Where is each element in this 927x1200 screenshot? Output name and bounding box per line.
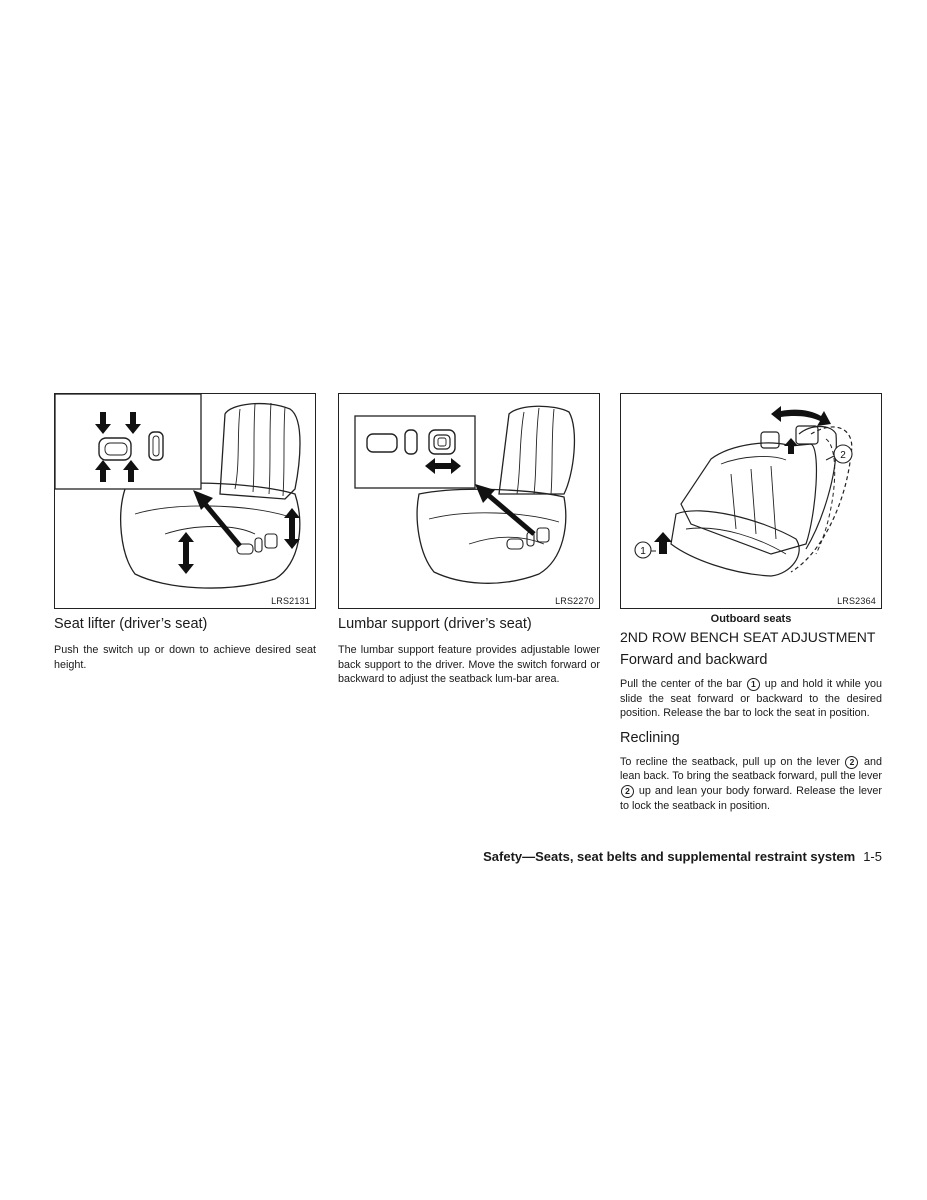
column-lumbar-support	[338, 393, 600, 687]
page-footer	[420, 849, 882, 865]
footer-section-title: Safety—Seats, seat belts and supplemental restraint system	[483, 849, 856, 864]
main-heading: 2ND ROW BENCH SEAT ADJUSTMENT	[620, 629, 876, 645]
callout-number: 1	[747, 678, 760, 691]
text-segment: To recline the seatback, pull up on the lever	[620, 755, 840, 768]
page-number: 1-5	[863, 849, 882, 864]
body-paragraph: The lumbar support feature provides adjustable lower back support to the driver. Move the switch forward or backward to adjust the seatback lum-bar area.	[338, 644, 600, 686]
outboard-seats-illustration	[620, 393, 882, 609]
callout-2-label: 2	[840, 450, 846, 461]
lumbar-support-drawing	[339, 394, 600, 609]
text-segment: and lean back. To bring the seatback forward, pull the lever	[620, 755, 882, 783]
body-paragraph: Push the switch up or down to achieve desired seat height.	[54, 644, 316, 671]
subheading-forward-backward: Forward and backward	[620, 652, 768, 668]
figure-code: LRS2131	[271, 596, 310, 606]
seat-lifter-drawing	[55, 394, 316, 609]
callout-number: 2	[845, 756, 858, 769]
section-heading: Lumbar support (driver’s seat)	[338, 616, 532, 632]
figure-caption: Outboard seats	[710, 613, 792, 625]
outboard-seats-drawing	[621, 394, 882, 609]
callout-number: 2	[621, 785, 634, 798]
paragraph-forward-backward	[620, 677, 882, 721]
text-segment: up and hold it while you slide the seat forward or backward to the desired position. Release the bar to lock the seat in position.	[620, 678, 882, 720]
figure-code: LRS2364	[837, 596, 876, 606]
section-heading: Seat lifter (driver’s seat)	[54, 616, 208, 632]
figure-code: LRS2270	[555, 596, 594, 606]
seat-lifter-illustration	[54, 393, 316, 609]
column-bench-seat	[620, 393, 882, 813]
paragraph-reclining	[620, 755, 882, 813]
lumbar-support-illustration	[338, 393, 600, 609]
callout-1-label: 1	[640, 546, 646, 557]
text-segment: up and lean your body forward. Release the lever to lock the seatback in position.	[620, 784, 882, 812]
column-seat-lifter	[54, 393, 316, 672]
subheading-reclining: Reclining	[620, 729, 680, 746]
text-segment: Pull the center of the bar	[620, 678, 743, 690]
